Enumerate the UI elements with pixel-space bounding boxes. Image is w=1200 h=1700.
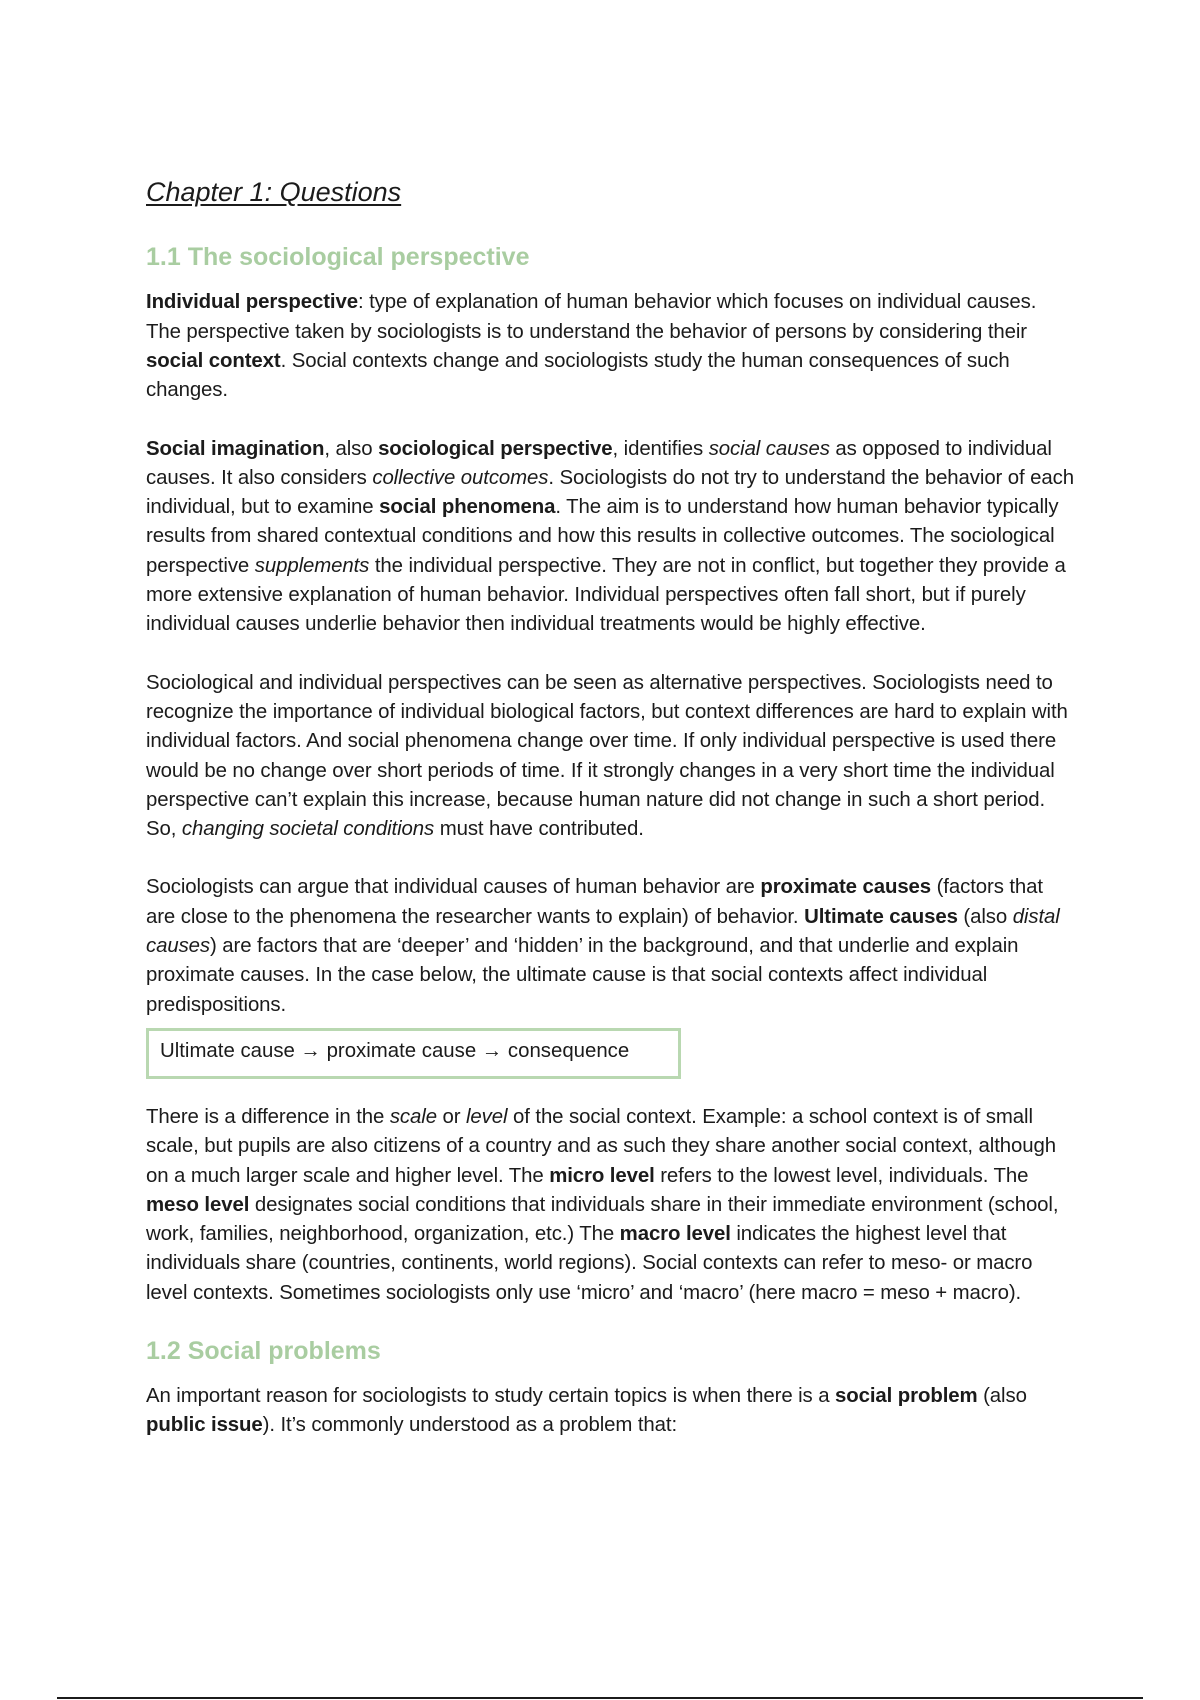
bold-term: social context	[146, 349, 281, 372]
paragraph-proximate-ultimate-causes: Sociologists can argue that individual causes of human behavior are proximate causes (factors that are close to the phenomena the researcher wants to explain) of behavior. Ultimate causes (also distal causes) are factors that are ‘deeper’ and ‘hidden’ in the background, and that underlie and explain proximate causes. In the case below, the ultimate cause is that social contexts affect individual predispositions.	[146, 876, 1060, 1016]
italic-term: scale	[389, 1105, 437, 1128]
document-page	[146, 176, 1076, 1441]
paragraph-social-problem: An important reason for sociologists to study certain topics is when there is a social problem (also public issue). It’s commonly understood as a problem that:	[146, 1385, 1027, 1437]
bold-term: Individual perspective	[146, 291, 358, 314]
paragraph-levels: There is a difference in the scale or level of the social context. Example: a school context is of small scale, but pupils are also citizens of a country and as such they share another social context, although on a much larger scale and higher level. The micro level refers to the lowest level, individuals. The meso level designates social conditions that individuals share in their immediate environment (school, work, families, neighborhood, organization, etc.) The macro level indicates the highest level that individuals share (countries, continents, world regions). Social contexts can refer to meso- or macro level contexts. Sometimes sociologists only use ‘micro’ and ‘macro’ (here macro = meso + macro).	[146, 1105, 1059, 1304]
section-heading: 1.2 Social problems	[146, 1337, 381, 1365]
italic-term: distal causes	[146, 905, 1060, 958]
section-sociological-perspective	[146, 242, 1076, 1308]
bold-term: micro level	[549, 1164, 655, 1187]
section-social-problems	[146, 1336, 1076, 1441]
italic-term: supplements	[254, 554, 370, 577]
paragraph-individual-perspective: Individual perspective: type of explanation of human behavior which focuses on individual causes. The perspective taken by sociologists is to understand the behavior of persons by considering their social context. Social contexts change and sociologists study the human consequences of such changes.	[146, 291, 1037, 402]
paragraph-alternative-perspectives: Sociological and individual perspectives can be seen as alternative perspectives. Sociologists need to recognize the importance of individual biological factors, but context differences are hard to explain with individual factors. And social phenomena change over time. If only individual perspective is used there would be no change over short periods of time. If it strongly changes in a very short time the individual perspective can’t explain this increase, because human nature did not change in such a short period. So, changing societal conditions must have contributed.	[146, 671, 1068, 841]
causal-chain-callout: Ultimate cause → proximate cause → consequence	[146, 1028, 681, 1079]
italic-term: social causes	[708, 437, 830, 460]
bold-term: macro level	[619, 1223, 731, 1246]
bold-term: Ultimate causes	[804, 905, 958, 928]
section-heading: 1.1 The sociological perspective	[146, 243, 530, 272]
italic-term: level	[466, 1105, 508, 1128]
bold-term: social phenomena	[379, 496, 556, 519]
italic-term: collective outcomes	[372, 466, 549, 489]
bold-term: proximate causes	[760, 876, 932, 899]
paragraph-social-imagination: Social imagination, also sociological perspective, identifies social causes as opposed to individual causes. It also considers collective outcomes. Sociologists do not try to understand the behavior of each individual, but to examine social phenomena. The aim is to understand how human behavior typically results from shared contextual conditions and how this results in collective outcomes. The sociological perspective supplements the individual perspective. They are not in conflict, but together they provide a more extensive explanation of human behavior. Individual perspectives often fall short, but if purely individual causes underlie behavior then individual treatments would be highly effective.	[146, 437, 1074, 636]
bold-term: meso level	[146, 1193, 250, 1216]
bold-term: Social imagination	[146, 437, 325, 460]
bold-term: public issue	[146, 1414, 263, 1437]
chapter-title: Chapter 1: Questions	[146, 177, 402, 207]
italic-term: changing societal conditions	[181, 818, 435, 841]
page-bottom-rule	[57, 1697, 1143, 1699]
bold-term: social problem	[835, 1385, 978, 1407]
bold-term: sociological perspective	[378, 437, 613, 460]
